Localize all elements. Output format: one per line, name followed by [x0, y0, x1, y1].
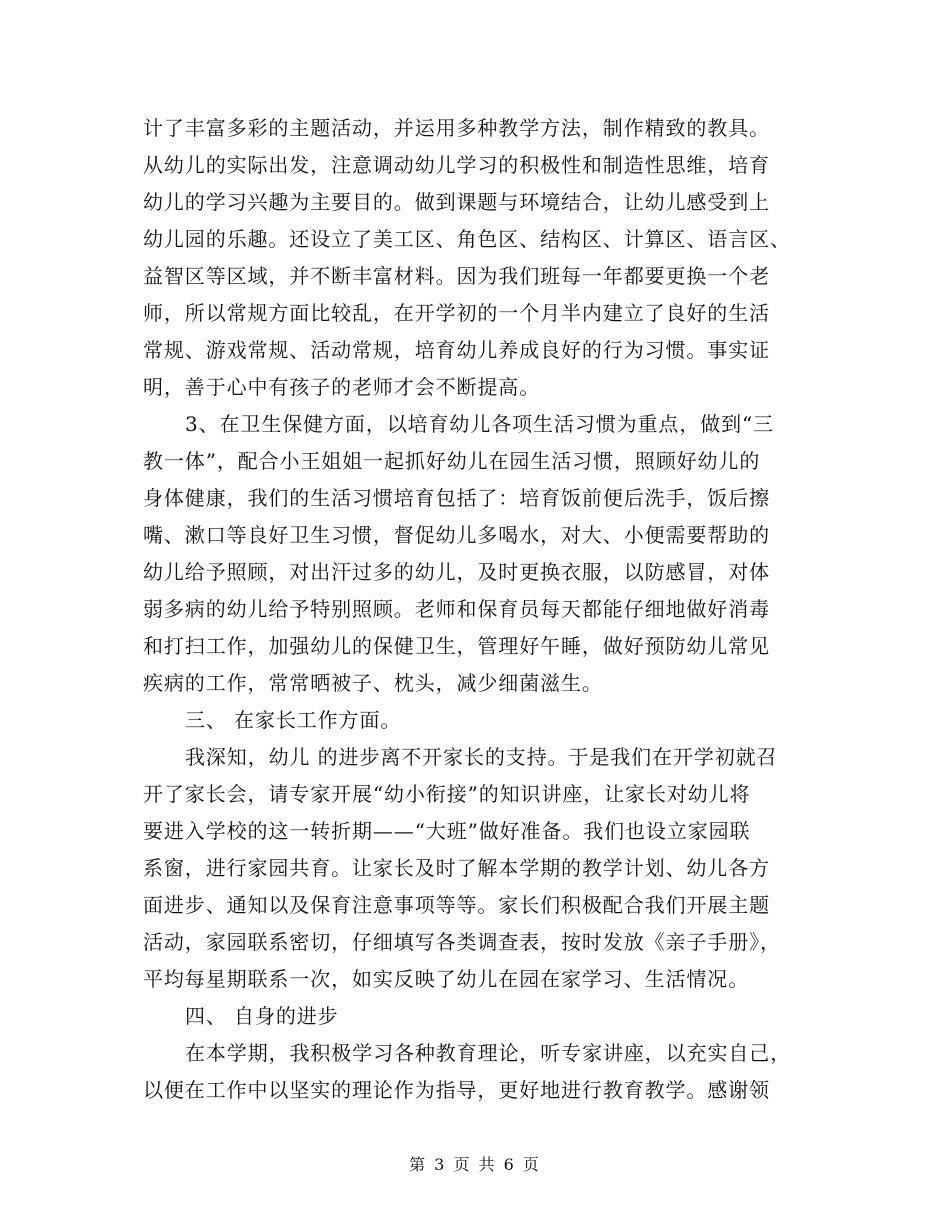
- text-line: 身体健康，我们的生活习惯培育包括了：培育饭前便后洗手，饭后擦: [143, 486, 770, 510]
- text-line: 计了丰富多彩的主题活动，并运用多种教学方法，制作精致的教具。: [143, 116, 770, 140]
- text-line: 常规、游戏常规、活动常规，培育幼儿养成良好的行为习惯。事实证: [143, 338, 770, 362]
- text-line: 益智区等区域，并不断丰富材料。因为我们班每一年都要更换一个老: [143, 264, 770, 288]
- text-line: 3、在卫生保健方面，以培育幼儿各项生活习惯为重点，做到“三: [185, 412, 775, 436]
- text-line: 从幼儿的实际出发，注意调动幼儿学习的积极性和制造性思维，培育: [143, 153, 770, 177]
- text-line: 我深知，幼儿 的进步离不开家长的支持。于是我们在开学初就召: [185, 745, 778, 769]
- text-line: 嘴、漱口等良好卫生习惯，督促幼儿多喝水，对大、小便需要帮助的: [143, 523, 770, 547]
- text-line: 教一体”，配合小王姐姐一起抓好幼儿在园生活习惯，照顾好幼儿的: [143, 449, 761, 473]
- text-line: 要进入学校的这一转折期——“大班”做好准备。我们也设立家园联: [143, 819, 751, 843]
- text-line: 明，善于心中有孩子的老师才会不断提高。: [143, 375, 541, 399]
- text-line: 平均每星期联系一次，如实反映了幼儿在园在家学习、生活情况。: [143, 967, 750, 991]
- text-line: 四、 自身的进步: [185, 1004, 339, 1028]
- text-line: 幼儿园的乐趣。还设立了美工区、角色区、结构区、计算区、语言区、: [143, 227, 791, 251]
- page-footer: 第 3 页 共 6 页: [409, 1155, 541, 1174]
- text-line: 和打扫工作，加强幼儿的保健卫生，管理好午睡，做好预防幼儿常见: [143, 634, 770, 658]
- text-line: 在本学期，我积极学习各种教育理论，听专家讲座，以充实自己，: [185, 1041, 792, 1065]
- document-body: [143, 110, 813, 1109]
- text-line: 弱多病的幼儿给予特别照顾。老师和保育员每天都能仔细地做好消毒: [143, 597, 770, 621]
- text-line: 活动，家园联系密切，仔细填写各类调查表，按时发放《亲子手册》，: [143, 930, 781, 954]
- text-line: 系窗，进行家园共育。让家长及时了解本学期的教学计划、幼儿各方: [143, 856, 770, 880]
- text-line: 疾病的工作，常常晒被子、枕头，减少细菌滋生。: [143, 671, 603, 695]
- text-line: 师，所以常规方面比较乱，在开学初的一个月半内建立了良好的生活: [143, 301, 770, 325]
- text-line: 三、 在家长工作方面。: [185, 708, 402, 732]
- text-line: 幼儿的学习兴趣为主要目的。做到课题与环境结合，让幼儿感受到上: [143, 190, 770, 214]
- text-line: 开了家长会，请专家开展“幼小衔接”的知识讲座，让家长对幼儿将: [143, 782, 751, 806]
- text-line: 幼儿给予照顾，对出汗过多的幼儿，及时更换衣服，以防感冒，对体: [143, 560, 770, 584]
- text-line: 以便在工作中以坚实的理论作为指导，更好地进行教育教学。感谢领: [143, 1078, 770, 1102]
- text-line: 面进步、通知以及保育注意事项等等。家长们积极配合我们开展主题: [143, 893, 770, 917]
